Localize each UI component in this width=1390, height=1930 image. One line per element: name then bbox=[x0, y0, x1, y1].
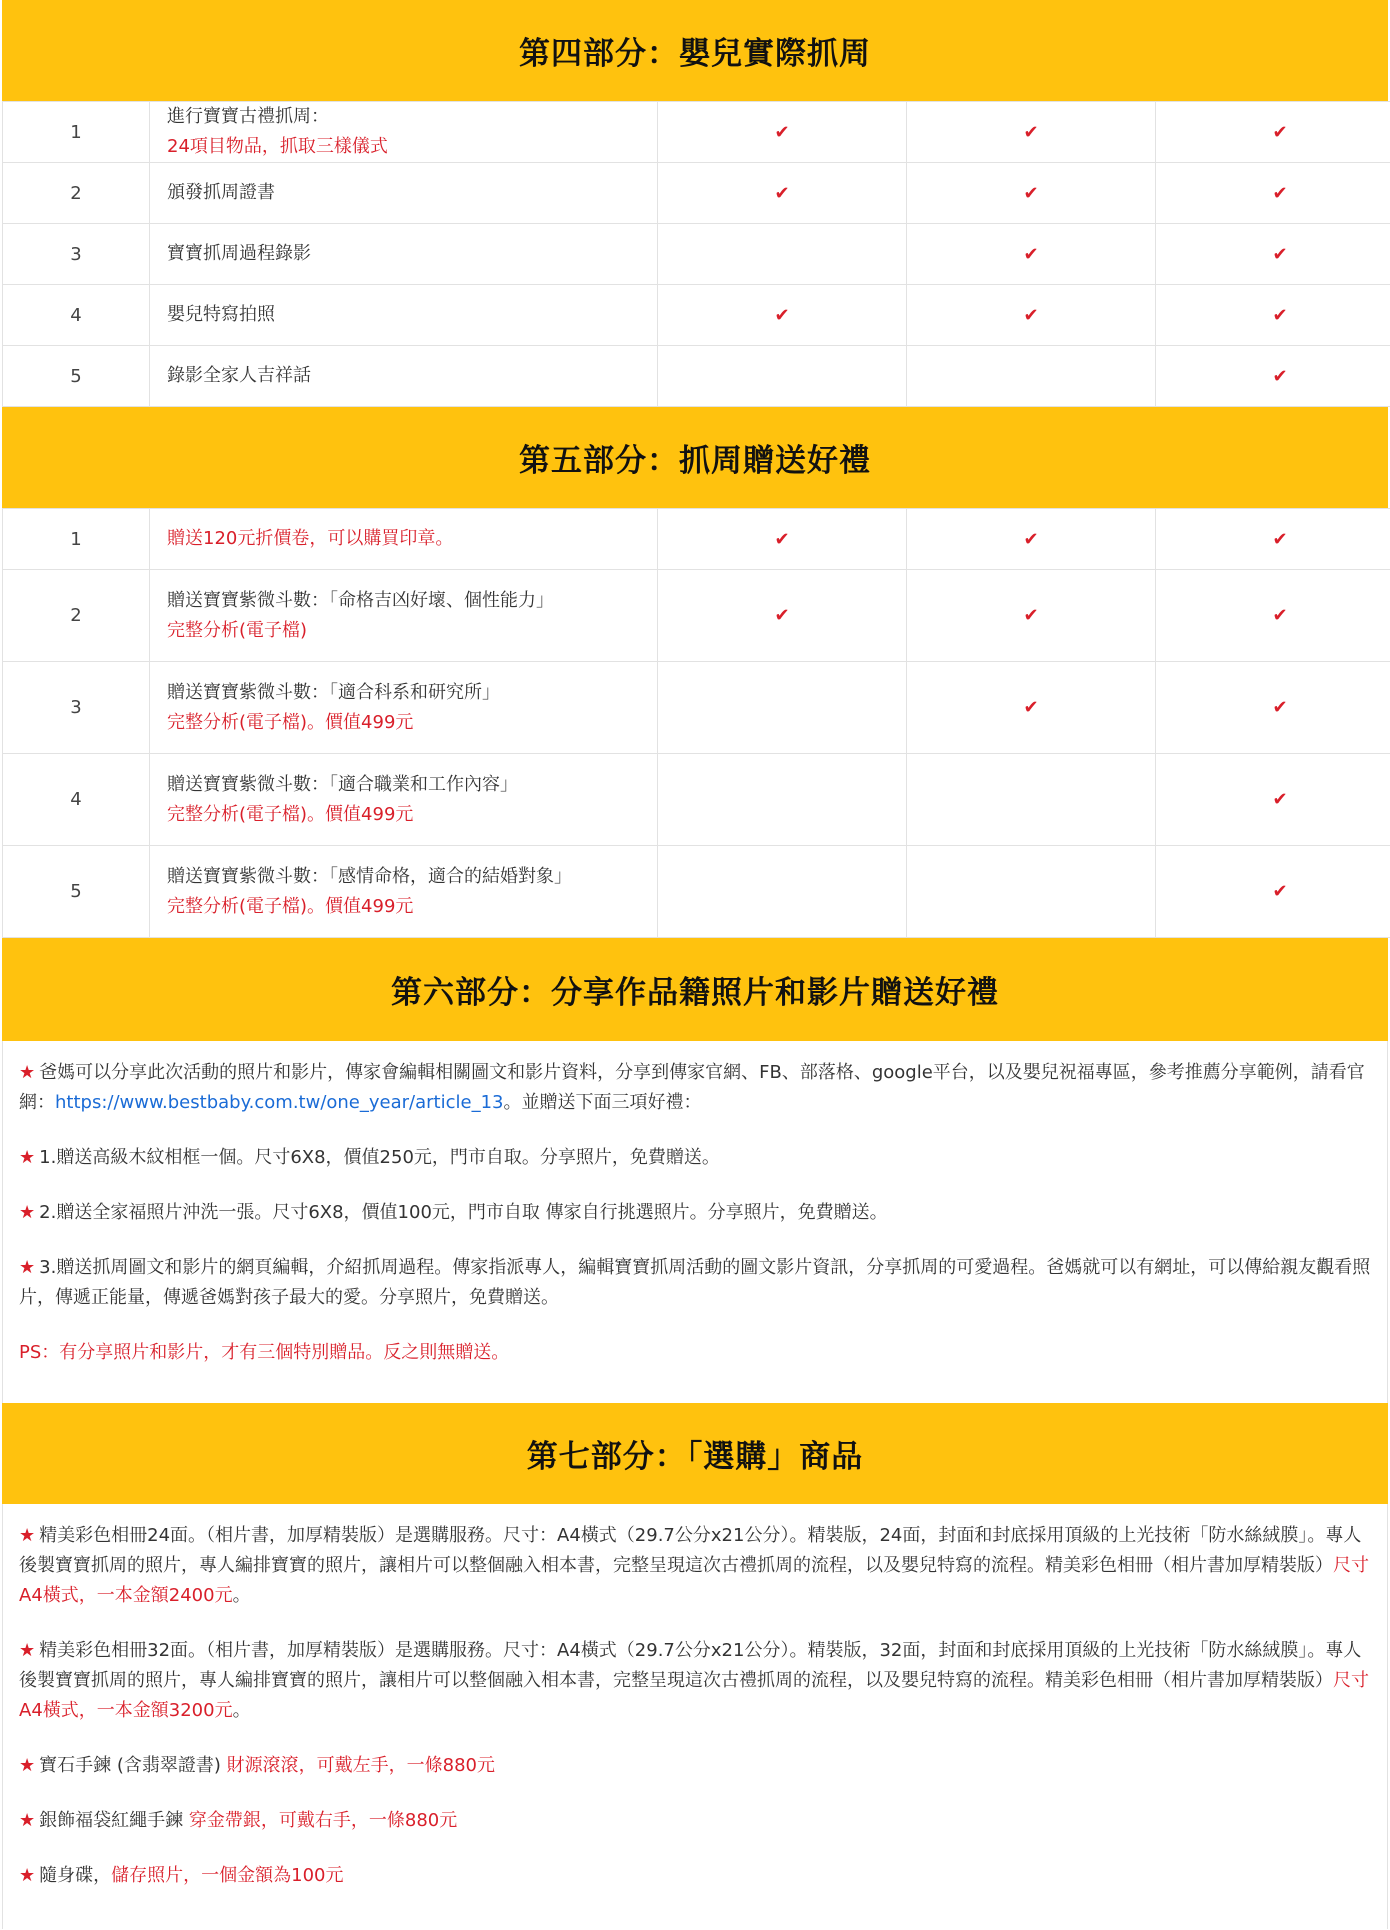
section5-header bbox=[2, 407, 1388, 508]
row-text: 贈送寶寶紫微斗數：「適合職業和工作內容」 bbox=[167, 773, 518, 795]
row-description bbox=[150, 163, 658, 224]
section4-row bbox=[3, 285, 1390, 346]
check-icon: ✔ bbox=[774, 121, 790, 143]
row-description bbox=[150, 846, 658, 938]
check-icon: ✔ bbox=[1023, 121, 1039, 143]
article-link[interactable]: https://www.bestbaby.com.tw/one_year/article_13 bbox=[55, 1092, 504, 1113]
section7-item-album24: ★ 精美彩色相冊24面。（相片書，加厚精裝版）是選購服務。尺寸：A4橫式（29.7公分x21公分）。精裝版，24面，封面和封底採用頂級的上光技術「防水絲絨膜」。專人後製寶寶抓周的照片，專人編排寶寶的照片，讓相片可以整個融入相本書，完整呈現這次古禮抓周的流程，以及嬰兒特寫的流程。精美彩色相冊（相片書加厚精裝版）尺寸A4橫式，一本金額2400元。 bbox=[19, 1525, 1369, 1606]
row-description bbox=[150, 754, 658, 846]
row-number: 5 bbox=[3, 346, 150, 407]
check-cell bbox=[658, 509, 907, 570]
check-icon: ✔ bbox=[1023, 528, 1039, 550]
row-description bbox=[150, 346, 658, 407]
check-cell bbox=[907, 570, 1156, 662]
check-icon: ✔ bbox=[1272, 789, 1288, 810]
star-icon: ★ bbox=[19, 1755, 36, 1776]
check-icon: ✔ bbox=[1272, 528, 1288, 550]
check-cell bbox=[1156, 285, 1390, 346]
star-icon: ★ bbox=[19, 1202, 36, 1223]
check-icon: ✔ bbox=[1272, 605, 1288, 626]
row-number: 4 bbox=[3, 754, 150, 846]
check-icon: ✔ bbox=[1272, 243, 1288, 265]
row-number: 2 bbox=[3, 163, 150, 224]
section5-title: 第五部分：抓周贈送好禮 bbox=[519, 443, 871, 479]
check-cell bbox=[658, 754, 907, 846]
row-highlight: 贈送120元折價卷，可以購買印章。 bbox=[167, 528, 454, 549]
check-cell bbox=[1156, 346, 1390, 407]
check-icon: ✔ bbox=[1023, 697, 1039, 718]
row-description bbox=[150, 285, 658, 346]
check-cell bbox=[1156, 662, 1390, 754]
check-cell bbox=[907, 102, 1156, 163]
check-icon: ✔ bbox=[774, 605, 790, 626]
row-text: 贈送寶寶紫微斗數：「命格吉凶好壞、個性能力」 bbox=[167, 589, 554, 611]
section6-item1: ★ 1.贈送高級木紋相框一個。尺寸6X8，價值250元，門市自取。分享照片，免費贈送。 bbox=[19, 1147, 720, 1168]
check-cell bbox=[907, 662, 1156, 754]
check-icon: ✔ bbox=[1272, 881, 1288, 902]
check-cell bbox=[1156, 754, 1390, 846]
section4-row bbox=[3, 346, 1390, 407]
check-icon: ✔ bbox=[1272, 697, 1288, 718]
check-icon: ✔ bbox=[1272, 304, 1288, 326]
section7-item-silver-bracelet: ★ 銀飾福袋紅繩手鍊 穿金帶銀，可戴右手，一條880元 bbox=[19, 1810, 458, 1831]
star-icon: ★ bbox=[19, 1525, 36, 1546]
row-text: 寶寶抓周過程錄影 bbox=[167, 243, 311, 264]
row-highlight: 完整分析(電子檔)。價值499元 bbox=[167, 711, 414, 733]
section7-body bbox=[2, 1504, 1388, 1929]
section4-row bbox=[3, 163, 1390, 224]
section7-item-usb: ★ 隨身碟，儲存照片，一個金額為100元 bbox=[19, 1865, 344, 1886]
section6-header bbox=[2, 938, 1388, 1041]
row-highlight: 完整分析(電子檔) bbox=[167, 619, 308, 641]
row-number: 1 bbox=[3, 509, 150, 570]
row-number: 5 bbox=[3, 846, 150, 938]
section5-row bbox=[3, 662, 1390, 754]
star-icon: ★ bbox=[19, 1062, 36, 1083]
check-cell bbox=[658, 662, 907, 754]
check-cell bbox=[658, 346, 907, 407]
row-highlight: 完整分析(電子檔)。價值499元 bbox=[167, 895, 414, 917]
check-cell bbox=[907, 846, 1156, 938]
section7-title: 第七部分：「選購」商品 bbox=[526, 1439, 864, 1475]
check-icon: ✔ bbox=[1272, 182, 1288, 204]
star-icon: ★ bbox=[19, 1810, 36, 1831]
section4-row bbox=[3, 224, 1390, 285]
check-cell bbox=[658, 224, 907, 285]
check-cell bbox=[1156, 846, 1390, 938]
check-icon: ✔ bbox=[1023, 182, 1039, 204]
check-cell bbox=[658, 570, 907, 662]
check-cell bbox=[658, 846, 907, 938]
row-text: 頒發抓周證書 bbox=[167, 182, 275, 203]
row-number: 2 bbox=[3, 570, 150, 662]
check-cell bbox=[1156, 509, 1390, 570]
row-text: 進行寶寶古禮抓周： bbox=[167, 106, 329, 127]
check-cell bbox=[907, 509, 1156, 570]
row-description bbox=[150, 662, 658, 754]
check-cell bbox=[1156, 102, 1390, 163]
row-text: 錄影全家人吉祥話 bbox=[167, 365, 311, 386]
row-description bbox=[150, 102, 658, 163]
row-description bbox=[150, 509, 658, 570]
check-icon: ✔ bbox=[774, 182, 790, 204]
section6-item3: ★ 3.贈送抓周圖文和影片的網頁編輯，介紹抓周過程。傳家指派專人，編輯寶寶抓周活動的圖文影片資訊，分享抓周的可愛過程。爸媽就可以有網址，可以傳給親友觀看照片，傳遞正能量，傳遞爸媽對孩子最大的愛。分享照片，免費贈送。 bbox=[19, 1257, 1371, 1308]
check-cell bbox=[907, 285, 1156, 346]
section5-row bbox=[3, 754, 1390, 846]
check-cell bbox=[1156, 163, 1390, 224]
star-icon: ★ bbox=[19, 1257, 36, 1278]
check-icon: ✔ bbox=[1272, 121, 1288, 143]
row-number: 4 bbox=[3, 285, 150, 346]
check-cell bbox=[907, 163, 1156, 224]
star-icon: ★ bbox=[19, 1640, 36, 1661]
check-cell bbox=[907, 346, 1156, 407]
section4-table bbox=[2, 101, 1390, 407]
section6-title: 第六部分：分享作品籍照片和影片贈送好禮 bbox=[391, 975, 999, 1011]
section5-row bbox=[3, 509, 1390, 570]
section4-title: 第四部分：嬰兒實際抓周 bbox=[519, 36, 871, 72]
section4-row bbox=[3, 102, 1390, 163]
section5-table bbox=[2, 508, 1390, 938]
check-cell bbox=[658, 163, 907, 224]
row-description bbox=[150, 570, 658, 662]
row-number: 1 bbox=[3, 102, 150, 163]
section4-header bbox=[2, 0, 1388, 101]
check-cell bbox=[907, 224, 1156, 285]
check-icon: ✔ bbox=[1023, 304, 1039, 326]
section7-item-album32: ★ 精美彩色相冊32面。（相片書，加厚精裝版）是選購服務。尺寸：A4橫式（29.7公分x21公分）。精裝版，32面，封面和封底採用頂級的上光技術「防水絲絨膜」。專人後製寶寶抓周的照片，專人編排寶寶的照片，讓相片可以整個融入相本書，完整呈現這次古禮抓周的流程，以及嬰兒特寫的流程。精美彩色相冊（相片書加厚精裝版）尺寸A4橫式，一本金額3200元。 bbox=[19, 1640, 1369, 1721]
section6-intro: ★ 爸媽可以分享此次活動的照片和影片，傳家會編輯相關圖文和影片資料，分享到傳家官網、FB、部落格、google平台，以及嬰兒祝福專區，參考推薦分享範例，請看官網：https://www.bestbaby.com.tw/one_year/article_13。並贈送下面三項好禮： bbox=[19, 1062, 1365, 1113]
row-text: 贈送寶寶紫微斗數：「感情命格，適合的結婚對象」 bbox=[167, 865, 572, 887]
star-icon: ★ bbox=[19, 1147, 36, 1168]
check-cell bbox=[907, 754, 1156, 846]
check-icon: ✔ bbox=[1023, 605, 1039, 626]
check-cell bbox=[1156, 570, 1390, 662]
star-icon: ★ bbox=[19, 1865, 36, 1886]
row-number: 3 bbox=[3, 224, 150, 285]
check-icon: ✔ bbox=[1023, 243, 1039, 265]
row-highlight: 完整分析(電子檔)。價值499元 bbox=[167, 803, 414, 825]
row-text: 贈送寶寶紫微斗數：「適合科系和研究所」 bbox=[167, 681, 500, 703]
check-icon: ✔ bbox=[774, 528, 790, 550]
check-cell bbox=[1156, 224, 1390, 285]
section5-row bbox=[3, 570, 1390, 662]
section6-item2: ★ 2.贈送全家福照片沖洗一張。尺寸6X8，價值100元，門市自取 傳家自行挑選照片。分享照片，免費贈送。 bbox=[19, 1202, 888, 1223]
row-text: 嬰兒特寫拍照 bbox=[167, 304, 275, 325]
page bbox=[2, 0, 1388, 1929]
row-highlight: 24項目物品，抓取三樣儀式 bbox=[167, 136, 388, 157]
section6-ps: PS：有分享照片和影片，才有三個特別贈品。反之則無贈送。 bbox=[19, 1342, 510, 1363]
check-icon: ✔ bbox=[1272, 365, 1288, 387]
section5-row bbox=[3, 846, 1390, 938]
check-cell bbox=[658, 285, 907, 346]
row-number: 3 bbox=[3, 662, 150, 754]
section7-header bbox=[2, 1403, 1388, 1504]
section7-item-bracelet: ★ 寶石手鍊 (含翡翠證書) 財源滾滾，可戴左手，一條880元 bbox=[19, 1755, 495, 1776]
check-cell bbox=[658, 102, 907, 163]
section6-body bbox=[2, 1041, 1388, 1403]
check-icon: ✔ bbox=[774, 304, 790, 326]
row-description bbox=[150, 224, 658, 285]
